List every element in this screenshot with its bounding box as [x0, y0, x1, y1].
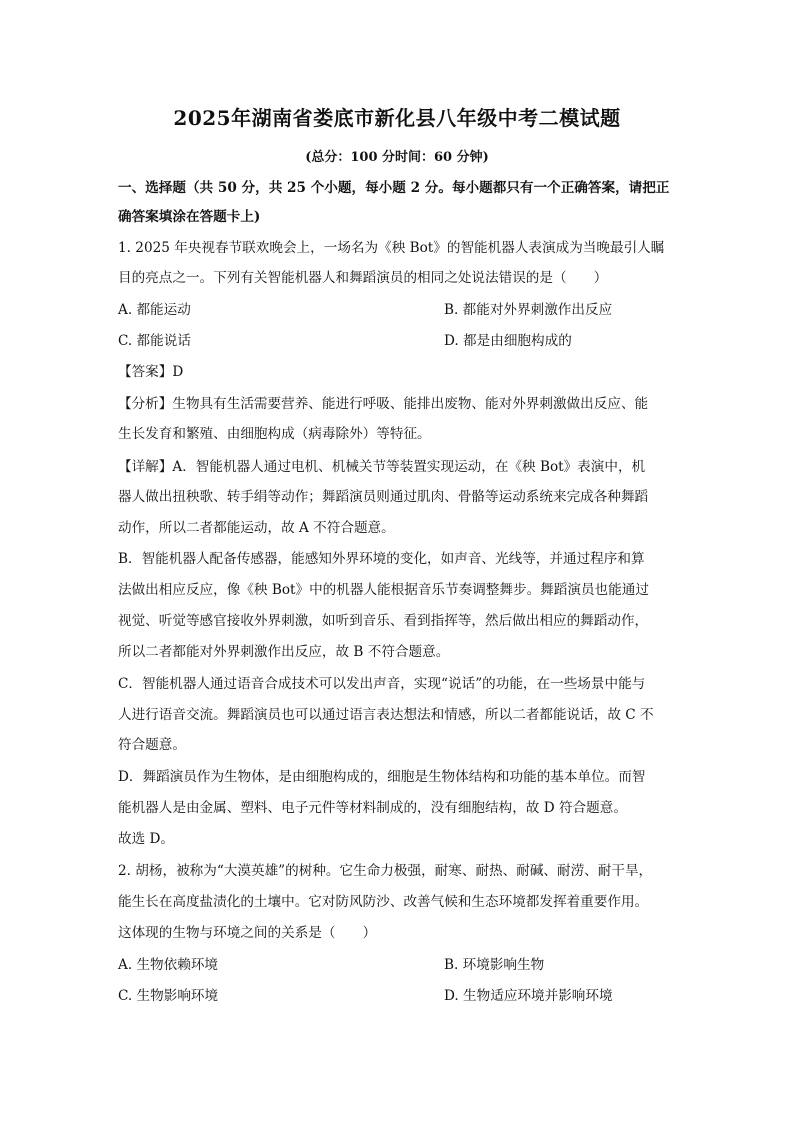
q2-option-c: C. 生物影响环境 [118, 988, 219, 1004]
q1-analysis-line: 生长发育和繁殖、由细胞构成（病毒除外）等特征。 [118, 426, 431, 442]
q1-detail-line: D．舞蹈演员作为生物体，是由细胞构成的，细胞是生物体结构和功能的基本单位。而智 [118, 769, 646, 785]
q1-stem-line: 1. 2025 年央视春节联欢晚会上，一场名为《秧 Bot》的智能机器人表演成为当晚最引人瞩 [118, 240, 665, 256]
q1-option-b: B. 都能对外界刺激作出反应 [444, 302, 613, 318]
q1-detail-line: B．智能机器人配备传感器，能感知外界环境的变化，如声音、光线等，并通过程序和算 [118, 551, 645, 567]
section-heading-cont: 确答案填涂在答题卡上) [118, 209, 261, 225]
q2-option-a: A. 生物依赖环境 [118, 957, 219, 973]
q2-stem-line: 2. 胡杨，被称为“大漠英雄”的树种。它生命力极强，耐寒、耐热、耐碱、耐涝、耐干旱， [118, 863, 653, 879]
q1-option-c: C. 都能说话 [118, 333, 191, 349]
q1-detail-line: 符合题意。 [118, 737, 186, 753]
q1-answer: 【答案】D [118, 364, 184, 380]
q1-detail-line: C．智能机器人通过语音合成技术可以发出声音，实现“说话”的功能，在一些场景中能与 [118, 676, 646, 692]
q1-detail-line: 【详解】A．智能机器人通过电机、机械关节等装置实现运动，在《秧 Bot》表演中，机 [118, 459, 646, 475]
exam-info: (总分：100 分时间：60 分钟) [305, 150, 489, 165]
q1-stem-line: 目的亮点之一。下列有关智能机器人和舞蹈演员的相同之处说法错误的是（ ） [118, 270, 608, 286]
q1-detail-line: 能机器人是由金属、塑料、电子元件等材料制成的，没有细胞结构，故 D 符合题意。 [118, 800, 627, 816]
q1-option-a: A. 都能运动 [118, 302, 191, 318]
q2-stem-line: 能生长在高度盐渍化的土壤中。它对防风防沙、改善气候和生态环境都发挥着重要作用。 [118, 894, 649, 910]
q1-detail-line: 器人做出扭秧歌、转手绢等动作；舞蹈演员则通过肌肉、骨骼等运动系统来完成各种舞蹈 [118, 489, 649, 505]
q1-option-d: D. 都是由细胞构成的 [444, 333, 572, 349]
page-title: 2025年湖南省娄底市新化县八年级中考二模试题 [173, 106, 621, 130]
q2-stem-line: 这体现的生物与环境之间的关系是（ ） [118, 925, 377, 941]
q2-option-d: D. 生物适应环境并影响环境 [444, 988, 613, 1004]
q2-option-b: B. 环境影响生物 [444, 957, 545, 973]
q1-detail-line: 法做出相应反应，像《秧 Bot》中的机器人能根据音乐节奏调整舞步。舞蹈演员也能通过 [118, 582, 649, 598]
q1-detail-line: 所以二者都能对外界刺激作出反应，故 B 不符合题意。 [118, 644, 450, 660]
section-heading: 一、选择题（共 50 分，共 25 个小题，每小题 2 分。每小题都只有一个正确答案，请把正 [118, 180, 670, 196]
q1-detail-line: 人进行语音交流。舞蹈演员也可以通过语言表达想法和情感，所以二者都能说话，故 C 不 [118, 707, 654, 723]
q1-detail-line: 故选 D。 [118, 831, 175, 847]
q1-detail-line: 动作，所以二者都能运动，故 A 不符合题意。 [118, 520, 395, 536]
q1-detail-line: 视觉、听觉等感官接收外界刺激，如听到音乐、看到指挥等，然后做出相应的舞蹈动作， [118, 613, 649, 629]
q1-analysis-line: 【分析】生物具有生活需要营养、能进行呼吸、能排出废物、能对外界刺激做出反应、能 [118, 396, 649, 412]
